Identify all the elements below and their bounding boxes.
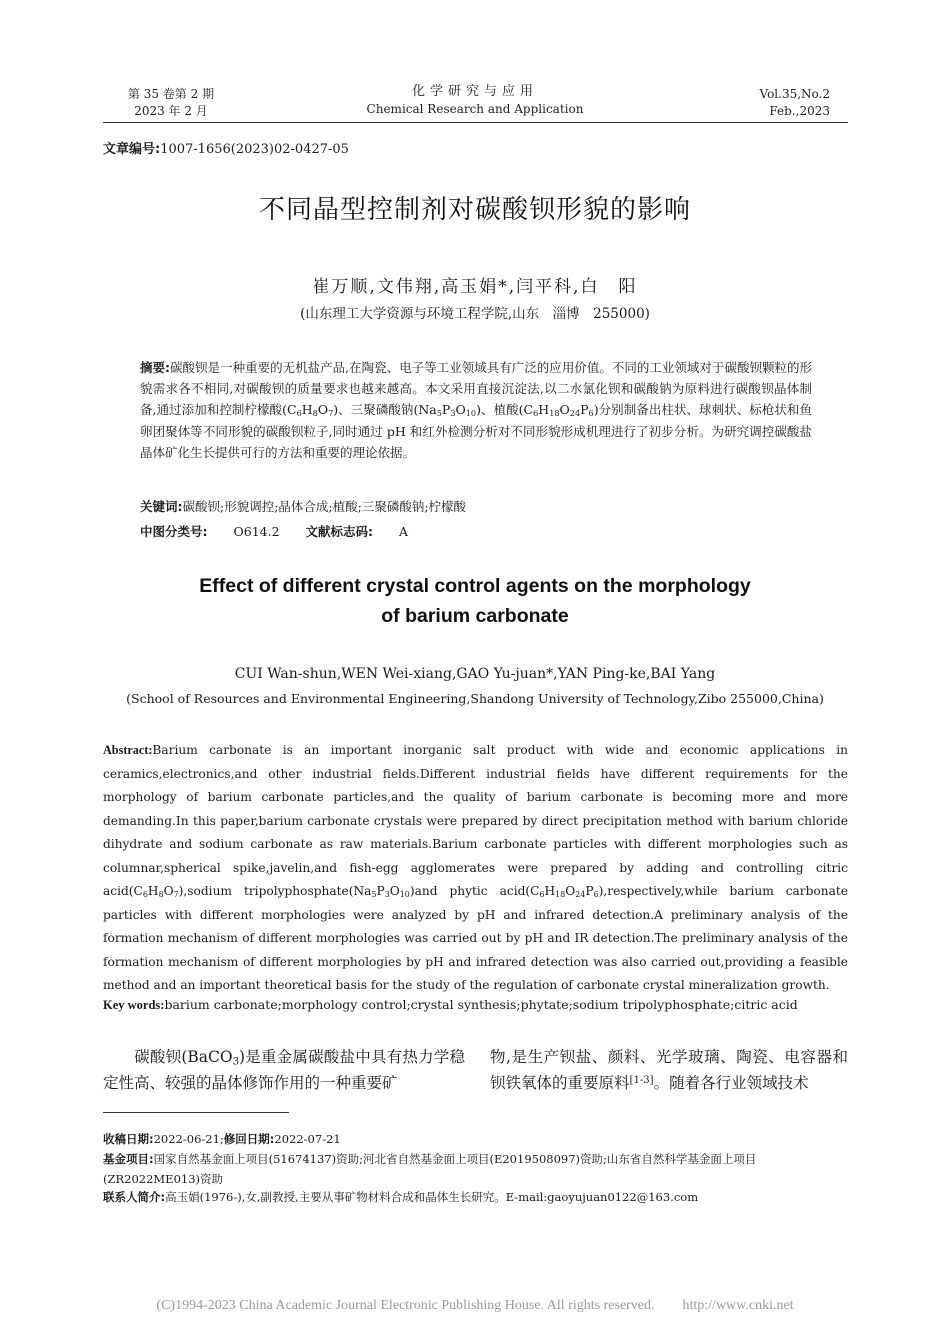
sub: 3 <box>450 408 456 419</box>
header-left <box>116 86 226 120</box>
sub: 6 <box>539 889 545 899</box>
keywords-cn-value: 碳酸钡;形貌调控;晶体合成;植酸;三聚磷酸钠;柠檬酸 <box>182 499 467 514</box>
chem: O <box>559 402 570 418</box>
abstract-en <box>103 739 848 998</box>
abstract-cn-label: 摘要: <box>140 360 171 375</box>
sub: 24 <box>569 408 581 419</box>
chem: P <box>585 884 594 898</box>
fund-label: 基金项目: <box>103 1152 154 1166</box>
sub: 3 <box>384 889 390 899</box>
doc-code-label: 文献标志码: <box>305 524 374 539</box>
abstract-en-text-1: Barium carbonate is an important inorganic salt product with wide and economic applications in ceramics,electronics,and other industrial fields.Different industrial fields have different requirements for the morphology of barium carbonate particles,and the quality of barium carbonate is becoming more and more demanding.In this paper,barium carbonate crystals were prepared by direct precipitation method with barium chloride dihydrate and sodium carbonate as raw materials.Barium carbonate particles with different morphologies such as columnar,spherical spike,javelin,and fish-egg agglomerates were prepared by adding and controlling citric acid(C <box>103 743 848 898</box>
classification <box>140 522 408 542</box>
received-date: 2022-06-21; <box>153 1132 224 1146</box>
doc-code-value: A <box>399 524 409 539</box>
keywords-en-label: Key words: <box>103 998 165 1012</box>
keywords-cn <box>140 497 466 517</box>
abstract-cn-text-1: 碳酸钡是一种重要的无机盐产品,在陶瓷、电子等工业领域具有广泛的应用价值。不同的工业领域对于碳酸钡颗粒的形貌需求各不相同,对碳酸钡的质量要求也越来越高。本文采用直接沉淀法,以二水氯化钡和碳酸钠为原料进行碳酸钡晶体制备,通过添加和控制柠檬酸(C <box>140 360 813 418</box>
sub: 5 <box>436 408 442 419</box>
chem: O <box>565 884 576 898</box>
body-column-left <box>103 1044 465 1096</box>
abstract-en-text-3: )and phytic acid(C <box>409 884 540 898</box>
header-right <box>670 86 830 120</box>
abstract-en-text-4: ),respectively,while barium carbonate particles with different morphologies were analyzed by pH and infrared detection.A preliminary analysis of the formation mechanism of different morphologies was carried out by pH and IR detection.The preliminary analysis of the formation mechanism of different morphologies by pH and infrared detection was also carried out,providing a feasible method and an important theoretical basis for the study of the regulation of carbonate crystal mineralization growth. <box>103 884 848 992</box>
footnote-dates <box>103 1130 848 1150</box>
chem: O <box>389 884 400 898</box>
sub: 6 <box>588 408 594 419</box>
keywords-en-value: barium carbonate;morphology control;crystal synthesis;phytate;sodium tripolyphosphate;citric acid <box>164 997 798 1012</box>
chem: H <box>538 402 550 418</box>
sub: 8 <box>158 889 164 899</box>
authors-cn: 崔万顺,文伟翔,高玉娟*,闫平科,白 阳 <box>312 277 638 297</box>
sub: 6 <box>593 889 599 899</box>
abstract-cn-text-2: )、三聚磷酸钠(Na <box>333 402 437 418</box>
fund-value: 国家自然基金面上项目(51674137)资助;河北省自然基金面上项目(E2019508097)资助;山东省自然科学基金面上项目(ZR2022ME013)资助 <box>103 1152 757 1186</box>
footnote-rule <box>103 1112 289 1113</box>
chem: O <box>317 402 329 418</box>
footnote-fund <box>103 1150 848 1189</box>
affiliation-en: (School of Resources and Environmental Engineering,Shandong University of Technology,Zibo 255000,China) <box>126 691 824 706</box>
chem: P <box>376 884 385 898</box>
sub: 18 <box>555 889 566 899</box>
body-text: 。随着各行业领域技术 <box>653 1074 809 1092</box>
header-center <box>300 82 650 118</box>
abstract-cn <box>140 357 812 463</box>
volume-issue-cn: 第 35 卷第 2 期 <box>127 87 215 101</box>
volume-issue-en: Vol.35,No.2 <box>759 87 830 101</box>
chem: O <box>163 884 174 898</box>
body-text: 物,是生产钡盐、颜料、光学玻璃、陶瓷、电容器和钡铁氧体的重要原料 <box>490 1048 848 1092</box>
date-en: Feb.,2023 <box>769 104 830 118</box>
keywords-cn-label: 关键词: <box>140 499 183 514</box>
journal-name-cn: 化学研究与应用 <box>411 84 538 99</box>
date-cn: 2023 年 2 月 <box>134 104 208 118</box>
abstract-cn-text-3: )、植酸(C <box>476 402 534 418</box>
chem: H <box>544 884 556 898</box>
body-text: )是重金属碳酸盐中具有热力学稳定性高、较强的晶体修饰作用的一种重要矿 <box>103 1048 465 1092</box>
footnote-contact <box>103 1188 848 1208</box>
authors-en: CUI Wan-shun,WEN Wei-xiang,GAO Yu-juan*,YAN Ping-ke,BAI Yang <box>234 666 716 682</box>
sub: 8 <box>312 408 318 419</box>
title-cn: 不同晶型控制剂对碳酸钡形貌的影响 <box>258 195 691 225</box>
received-label: 收稿日期: <box>103 1132 154 1146</box>
article-number-value: 1007-1656(2023)02-0427-05 <box>160 142 349 157</box>
clc-label: 中图分类号: <box>140 524 208 539</box>
chem: H <box>301 402 313 418</box>
body-text: 碳酸钡(BaCO <box>134 1048 233 1066</box>
header-rule <box>103 122 848 123</box>
sub: 7 <box>173 889 179 899</box>
title-en-line-2: of barium carbonate <box>381 605 569 627</box>
sub: 3 <box>232 1056 239 1068</box>
sub: 6 <box>142 889 148 899</box>
chem: O <box>455 402 466 418</box>
affiliation-cn: (山东理工大学资源与环境工程学院,山东 淄博 255000) <box>300 306 650 322</box>
contact-label: 联系人简介: <box>103 1190 166 1204</box>
title-en <box>0 571 950 631</box>
sub: 10 <box>399 889 410 899</box>
sub: 6 <box>296 408 302 419</box>
clc-value: O614.2 <box>233 524 280 539</box>
sub: 6 <box>533 408 539 419</box>
copyright-notice: (C)1994-2023 China Academic Journal Electronic Publishing House. All rights reserved. http://www.cnki.net <box>156 1298 794 1313</box>
abstract-cn-text-4: )分别制备出柱状、球刺状、标枪状和鱼卵团聚体等不同形貌的碳酸钡粒子,同时通过 pH 和红外检测分析对不同形貌形成机理进行了初步分析。为研究调控碳酸盐晶体矿化生长提供可行的方法和重要的理论依据。 <box>140 402 812 460</box>
title-en-line-1: Effect of different crystal control agents on the morphology <box>199 575 751 597</box>
journal-name-en: Chemical Research and Application <box>366 102 584 116</box>
chem: H <box>147 884 159 898</box>
chem: P <box>441 402 451 418</box>
sub: 24 <box>575 889 586 899</box>
citation: [1-3] <box>629 1074 654 1086</box>
article-number <box>103 141 349 159</box>
sub: 18 <box>549 408 560 419</box>
contact-value: 高玉娟(1976-),女,副教授,主要从事矿物材料合成和晶体生长研究。E-mail:gaoyujuan0122@163.com <box>165 1190 699 1204</box>
body-column-right <box>490 1044 848 1096</box>
sub: 10 <box>465 408 477 419</box>
chem: P <box>580 402 589 418</box>
sub: 7 <box>328 408 334 419</box>
abstract-en-label: Abstract: <box>103 743 153 757</box>
revised-label: 修回日期: <box>223 1132 275 1146</box>
keywords-en <box>103 996 798 1014</box>
article-number-label: 文章编号: <box>103 142 161 157</box>
abstract-en-text-2: ),sodium tripolyphosphate(Na <box>178 884 372 898</box>
revised-date: 2022-07-21 <box>274 1132 341 1146</box>
sub: 5 <box>371 889 377 899</box>
